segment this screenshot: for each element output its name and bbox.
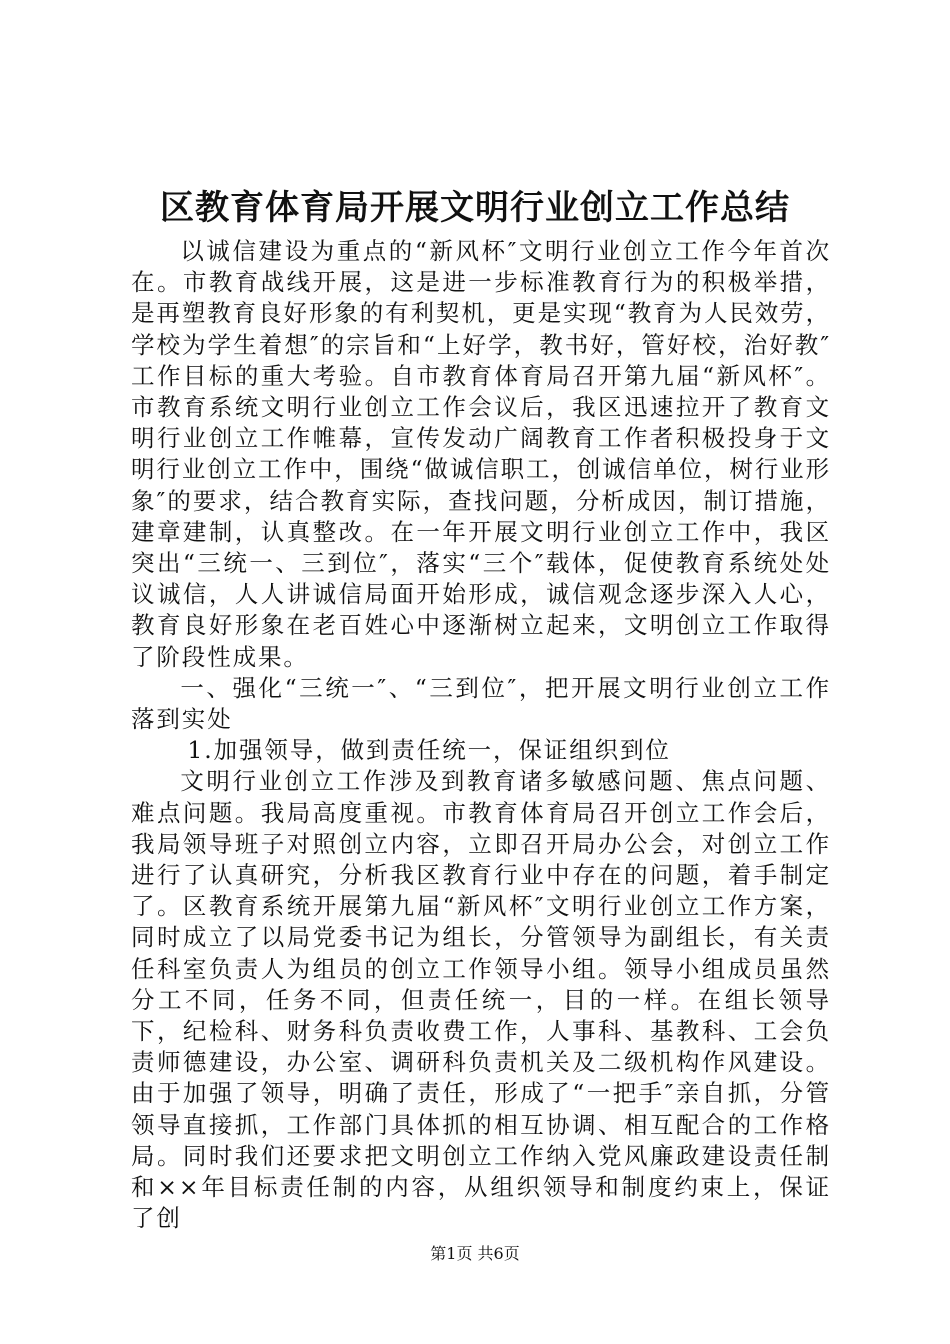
document-body [131,236,831,1235]
section-heading-1: 一、强化“三统一″、“三到位″，把开展文明行业创立工作落到实处 [131,673,831,734]
document-title: 区教育体育局开展文明行业创立工作总结 [160,188,790,228]
page-number-footer: 第1页 共6页 [430,1244,520,1263]
body-paragraph: 文明行业创立工作涉及到教育诸多敏感问题、焦点问题、难点问题。我局高度重视。市教育体育局召开创立工作会后，我局领导班子对照创立内容，立即召开局办公会，对创立工作进行了认真研究，分析我区教育行业中存在的问题，着手制定了。区教育系统开展第九届“新风杯″文明行业创立工作方案，同时成立了以局党委书记为组长，分管领导为副组长，有关责任科室负责人为组员的创立工作领导小组。领导小组成员虽然分工不同，任务不同，但责任统一，目的一样。在组长领导下，纪检科、财务科负责收费工作，人事科、基教科、工会负责师德建设，办公室、调研科负责机关及二级机构作风建设。由于加强了领导，明确了责任，形成了“一把手″亲自抓，分管领导直接抓，工作部门具体抓的相互协调、相互配合的工作格局。同时我们还要求把文明创立工作纳入党风廉政建设责任制和××年目标责任制的内容，从组织领导和制度约束上，保证了创 [131,767,831,1233]
subsection-heading-1: 1.加强领导，做到责任统一，保证组织到位 [187,736,671,765]
intro-paragraph: 以诚信建设为重点的“新风杯″文明行业创立工作今年首次在。市教育战线开展，这是进一步标准教育行为的积极举措，是再塑教育良好形象的有利契机，更是实现“教育为人民效劳，学校为学生着想″的宗旨和“上好学，教书好，管好校，治好教″工作目标的重大考验。自市教育体育局召开第九届“新风杯″。市教育系统文明行业创立工作会议后，我区迅速拉开了教育文明行业创立工作帷幕，宣传发动广阔教育工作者积极投身于文明行业创立工作中，围绕“做诚信职工，创诚信单位，树行业形象″的要求，结合教育实际，查找问题，分析成因，制订措施，建章建制，认真整改。在一年开展文明行业创立工作中，我区突出“三统一、三到位″，落实“三个″载体，促使教育系统处处议诚信，人人讲诚信局面开始形成，诚信观念逐步深入人心，教育良好形象在老百姓心中逐渐树立起来，文明创立工作取得了阶段性成果。 [131,237,831,671]
